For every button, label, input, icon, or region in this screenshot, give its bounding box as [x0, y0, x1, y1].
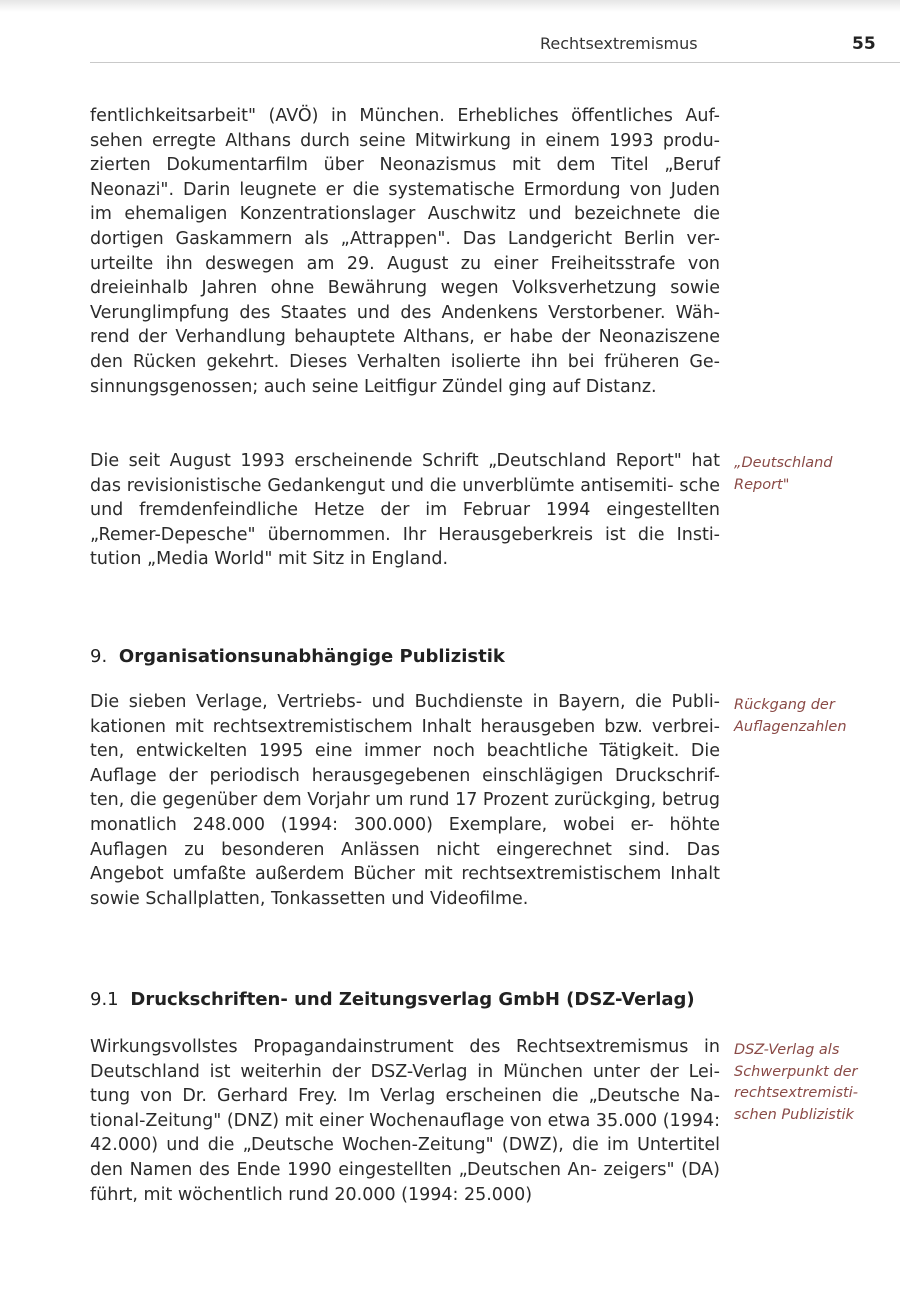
paragraph-deutschland-report	[90, 449, 720, 572]
text-line: (1994: 42.000) und die „Deutsche Wochen-Zeitung" (DWZ), die im	[90, 1110, 720, 1156]
margin-note-line: „Deutschland	[734, 455, 833, 471]
text-line: tung von Dr. Gerhard Frey. Im Verlag erscheinen die „Deutsche Na-	[90, 1086, 720, 1107]
text-line: „Remer-Depesche" übernommen. Ihr Herausgeberkreis ist die Insti-	[90, 524, 720, 545]
text-line: im ehemaligen Konzentrationslager Auschwitz und bezeichnete die	[90, 204, 720, 225]
text-line: Die seit August 1993 erscheinende Schrift „Deutschland Report" hat	[90, 451, 720, 471]
margin-note-line: rechtsextremisti-	[734, 1085, 859, 1101]
paragraph-publizistik	[90, 690, 720, 911]
header-rule	[90, 62, 900, 63]
margin-note-line: Report"	[734, 476, 790, 493]
text-line: sche und fremdenfeindliche Hetze der im Februar 1994 eingestellten	[90, 475, 720, 521]
section-number: 9.1	[90, 989, 119, 1010]
margin-note-deutschland-report	[734, 453, 894, 496]
text-line: das revisionistische Gedankengut und die unverblümte antisemiti-	[90, 475, 674, 496]
text-line: betrug monatlich 248.000 (1994: 300.000) Exemplare, wobei er-	[90, 790, 720, 835]
text-line: tution „Media World" mit Sitz in England.	[90, 549, 449, 570]
margin-note-dsz-verlag	[734, 1040, 894, 1126]
text-line: tional-Zeitung" (DNZ) mit einer Wochenauflage von etwa 35.000	[90, 1110, 658, 1131]
text-line: rend der Verhandlung behauptete Althans, er habe der Neonaziszene	[90, 327, 720, 348]
text-line: Auflage der periodisch herausgegebenen einschlägigen Druckschrif-	[90, 765, 720, 786]
text-line: fentlichkeitsarbeit" (AVÖ) in München. Erhebliches öffentliches Auf-	[90, 106, 720, 126]
text-line: Verunglimpfung des Staates und des Andenkens Verstorbener. Wäh-	[90, 302, 720, 323]
text-line: Deutschland ist weiterhin der DSZ-Verlag in München unter der Lei-	[90, 1061, 720, 1082]
text-line: dortigen Gaskammern als „Attrappen". Das Landgericht Berlin ver-	[90, 228, 720, 249]
text-line: sinnungsgenossen; auch seine Leitfigur Zündel ging auf Distanz.	[90, 376, 657, 397]
margin-note-line: Rückgang der	[734, 697, 835, 713]
paragraph-althans	[90, 104, 720, 399]
text-line: sehen erregte Althans durch seine Mitwirkung in einem 1993 produ-	[90, 130, 720, 151]
margin-note-line: schen Publizistik	[734, 1106, 854, 1123]
margin-note-auflagen	[734, 695, 894, 738]
text-line: zeigers" (DA) führt, mit wöchentlich rund 20.000 (1994: 25.000)	[90, 1159, 720, 1205]
running-title: Rechtsextremismus	[540, 34, 698, 53]
margin-note-line: Auflagenzahlen	[734, 718, 847, 735]
section-title: Organisationsunabhängige Publizistik	[118, 646, 505, 667]
text-line: ten, die gegenüber dem Vorjahr um rund 17 Prozent zurückging,	[90, 790, 657, 811]
section-number: 9.	[90, 646, 108, 667]
text-line: den Rücken gekehrt. Dieses Verhalten isolierte ihn bei früheren Ge-	[90, 351, 720, 372]
text-line: Das Angebot umfaßte außerdem Bücher mit rechtsextremistischem	[90, 839, 720, 885]
running-header	[0, 34, 900, 58]
text-line: dreieinhalb Jahren ohne Bewährung wegen Volksverhetzung sowie	[90, 278, 720, 299]
section-title: Druckschriften- und Zeitungsverlag GmbH (DSZ-Verlag)	[130, 989, 695, 1010]
page-number: 55	[852, 34, 876, 54]
text-line: Untertitel den Namen des Ende 1990 eingestellten „Deutschen An-	[90, 1135, 720, 1180]
section-heading-9-1	[90, 987, 790, 1013]
text-line: Die sieben Verlage, Vertriebs- und Buchdienste in Bayern, die Publi-	[90, 692, 720, 712]
text-line: höhte Auflagen zu besonderen Anlässen nicht eingerechnet sind.	[90, 814, 720, 860]
text-line: zierten Dokumentarfilm über Neonazismus mit dem Titel „Beruf	[90, 155, 720, 176]
text-line: ten, entwickelten 1995 eine immer noch beachtliche Tätigkeit. Die	[90, 741, 720, 762]
text-line: Inhalt sowie Schallplatten, Tonkassetten und Videofilme.	[90, 864, 720, 909]
margin-note-line: DSZ-Verlag als	[734, 1042, 840, 1058]
text-line: Neonazi". Darin leugnete er die systematische Ermordung von Juden	[90, 179, 720, 200]
text-line: Wirkungsvollstes Propagandainstrument des Rechtsextremismus in	[90, 1037, 720, 1057]
section-heading-9	[90, 644, 790, 670]
margin-note-line: Schwerpunkt der	[734, 1063, 858, 1080]
text-line: urteilte ihn deswegen am 29. August zu einer Freiheitsstrafe von	[90, 253, 720, 274]
text-line: kationen mit rechtsextremistischem Inhalt herausgeben bzw. verbrei-	[90, 716, 720, 737]
paragraph-dsz-verlag	[90, 1035, 720, 1207]
